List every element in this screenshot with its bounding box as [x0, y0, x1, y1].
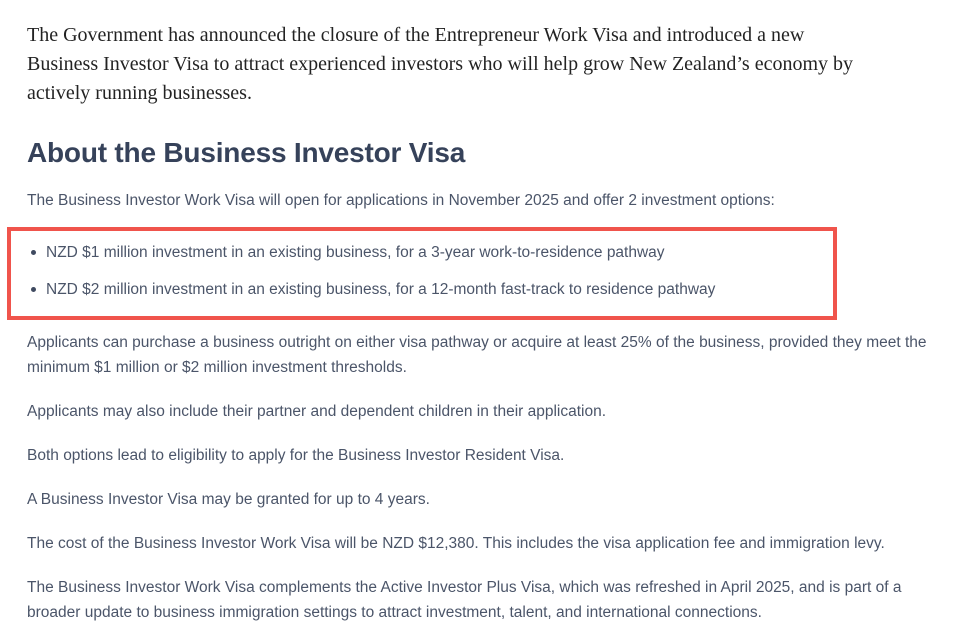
lead-paragraph: The Business Investor Work Visa will open for applications in November 2025 and offer 2 investment options: [27, 192, 775, 209]
investment-option-item-2 [11, 277, 823, 302]
paragraph-family-inclusion: Applicants may also include their partner and dependent children in their application. [27, 403, 607, 420]
investment-option-item-1 [11, 240, 823, 265]
investment-options-list [11, 240, 823, 302]
paragraph-complementary-visa: The Business Investor Work Visa complements the Active Investor Plus Visa, which was refreshed in April 2025, and is part of a broader update to business immigration settings to attract investment, talent, and international connections. [27, 579, 902, 621]
intro-line-1: The Government has announced the closure of the Entrepreneur Work Visa and introduced a new [27, 24, 805, 46]
intro-paragraph [27, 21, 939, 108]
highlight-annotation-box [7, 227, 837, 320]
page-title: About the Business Investor Visa [27, 137, 466, 168]
bullet-icon [31, 250, 36, 255]
intro-line-3: actively running businesses. [27, 82, 252, 104]
investment-option-text: NZD $2 million investment in an existing business, for a 12-month fast-track to residence pathway [46, 281, 716, 298]
paragraph-resident-visa-eligibility: Both options lead to eligibility to apply for the Business Investor Resident Visa. [27, 447, 565, 464]
paragraph-visa-cost: The cost of the Business Investor Work Visa will be NZD $12,380. This includes the visa application fee and immigration levy. [27, 535, 885, 552]
investment-option-text: NZD $1 million investment in an existing business, for a 3-year work-to-residence pathway [46, 244, 665, 261]
bullet-icon [31, 287, 36, 292]
paragraph-visa-duration: A Business Investor Visa may be granted for up to 4 years. [27, 491, 430, 508]
paragraph-purchase-options: Applicants can purchase a business outright on either visa pathway or acquire at least 25% of the business, provided they meet the minimum $1 million or $2 million investment thresholds. [27, 334, 927, 376]
intro-line-2: Business Investor Visa to attract experienced investors who will help grow New Zealand’s economy by [27, 53, 854, 75]
